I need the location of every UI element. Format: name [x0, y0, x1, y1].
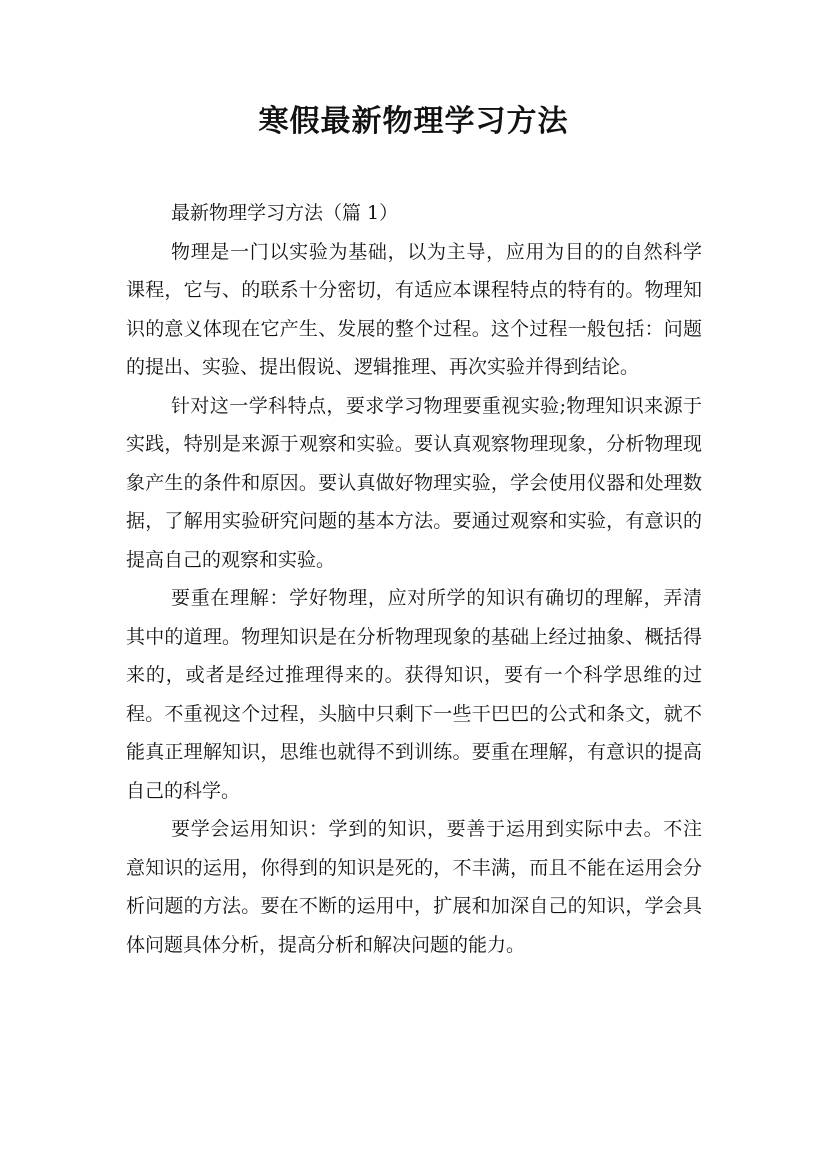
paragraph-3: 要重在理解：学好物理，应对所学的知识有确切的理解，弄清其中的道理。物理知识是在分析物理现象的基础上经过抽象、概括得来的，或者是经过推理得来的。获得知识，要有一个科学思维的过程。不重视这个过程，头脑中只剩下一些干巴巴的公式和条文，就不能真正理解知识，思维也就得不到训练。要重在理解，有意识的提高自己的科学。: [126, 587, 702, 802]
paragraph-2: 针对这一学科特点，要求学习物理要重视实验;物理知识来源于实践，特别是来源于观察和实验。要认真观察物理现象，分析物理现象产生的条件和原因。要认真做好物理实验，学会使用仪器和处理数据，了解用实验研究问题的基本方法。要通过观察和实验，有意识的提高自己的观察和实验。: [126, 394, 702, 571]
paragraph-1: 物理是一门以实验为基础，以为主导，应用为目的的自然科学课程，它与、的联系十分密切，有适应本课程特点的特有的。物理知识的意义体现在它产生、发展的整个过程。这个过程一般包括：问题的提出、实验、提出假说、逻辑推理、再次实验并得到结论。: [126, 240, 702, 378]
section-heading: 最新物理学习方法（篇 1）: [171, 202, 399, 224]
document-title: 寒假最新物理学习方法: [258, 104, 569, 139]
paragraph-4: 要学会运用知识：学到的知识，要善于运用到实际中去。不注意知识的运用，你得到的知识是死的，不丰满，而且不能在运用会分析问题的方法。要在不断的运用中，扩展和加深自己的知识，学会具体问题具体分析，提高分析和解决问题的能力。: [126, 818, 702, 956]
document-body: [126, 194, 702, 964]
